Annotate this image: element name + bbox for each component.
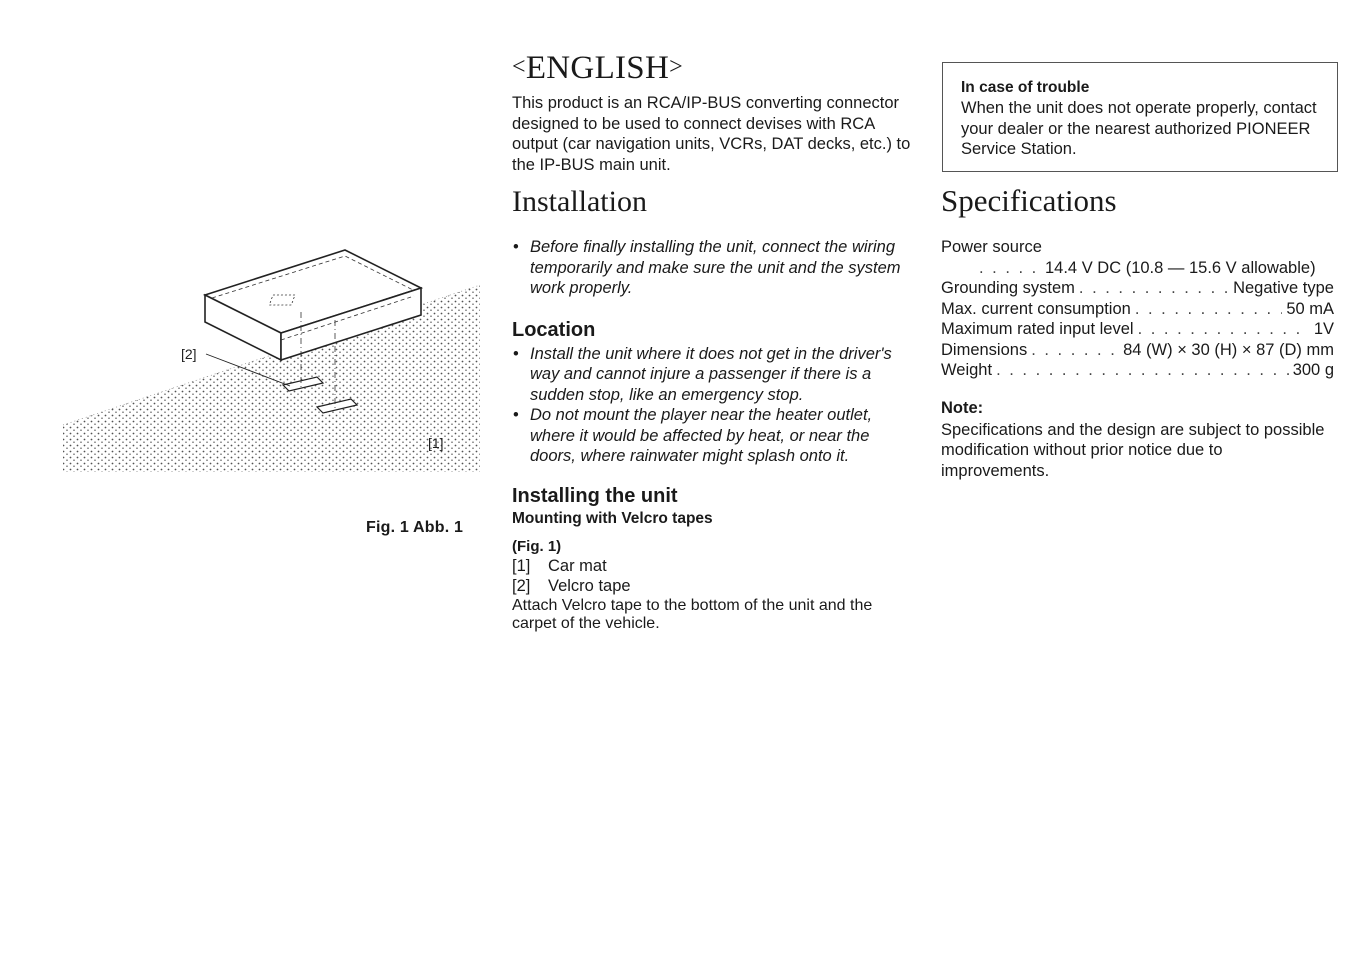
trouble-title: In case of trouble <box>961 79 1090 96</box>
spec-row-power-value: . . . 14.4 V DC (10.8 — 15.6 V allowable) <box>941 258 1334 279</box>
mounting-subheading: Mounting with Velcro tapes <box>512 509 713 527</box>
callout-velcro: [2] <box>181 346 197 362</box>
unit-on-carpet-illustration <box>55 240 485 475</box>
installation-figure <box>55 240 485 475</box>
list-item: • Do not mount the player near the heater outlet, where it would be affected by heat, or near the doors, where rainwater might splash onto it. <box>513 406 873 465</box>
note-text: Specifications and the design are subject to possible modification without prior notice due to improvements. <box>941 420 1325 480</box>
figure-caption: Fig. 1 Abb. 1 <box>366 519 464 536</box>
spec-row: Weight . . . 300 g <box>941 360 1334 381</box>
spec-row: Max. current consumption . . . 50 mA <box>941 299 1334 320</box>
spec-row: Dimensions . . . 84 (W) × 30 (H) × 87 (D) mm <box>941 340 1334 361</box>
trouble-notice-box <box>942 62 1338 172</box>
mounting-note: Attach Velcro tape to the bottom of the unit and the carpet of the vehicle. <box>512 596 873 632</box>
trouble-text: When the unit does not operate properly, contact your dealer or the nearest authorized PIONEER Service Station. <box>961 99 1317 158</box>
installation-heading: Installation <box>512 185 647 218</box>
specifications-heading: Specifications <box>941 183 1117 218</box>
figure-reference: (Fig. 1) <box>512 537 562 555</box>
location-heading: Location <box>512 318 596 341</box>
intro-paragraph: This product is an RCA/IP-BUS converting connector designed to be used to connect devises with RCA output (car navigation units, VCRs, DAT decks, etc.) to the IP-BUS main unit. <box>512 94 911 174</box>
callout-car-mat: [1] <box>428 435 444 451</box>
language-title: <ENGLISH> <box>512 50 683 86</box>
list-item: • Install the unit where it does not get in the driver's way and cannot injure a passenger if there is a sudden stop, like an emergency stop. <box>513 344 892 404</box>
specifications-column <box>941 180 1334 481</box>
spec-row: Maximum rated input level . . . 1V <box>941 319 1334 340</box>
english-column <box>512 50 912 633</box>
spec-row: Grounding system . . . Negative type <box>941 278 1334 299</box>
list-item: [2] Velcro tape <box>512 577 631 595</box>
installation-bullets <box>512 237 912 299</box>
list-item: • Before finally installing the unit, connect the wiring temporarily and make sure the unit and the system work properly. <box>513 238 901 297</box>
parts-list <box>512 556 912 597</box>
list-item: [1] Car mat <box>512 556 607 575</box>
note-heading: Note: <box>941 398 984 417</box>
location-bullets <box>512 344 912 467</box>
installing-unit-heading: Installing the unit <box>512 484 678 507</box>
spec-row-power-label: Power source <box>941 238 1042 256</box>
